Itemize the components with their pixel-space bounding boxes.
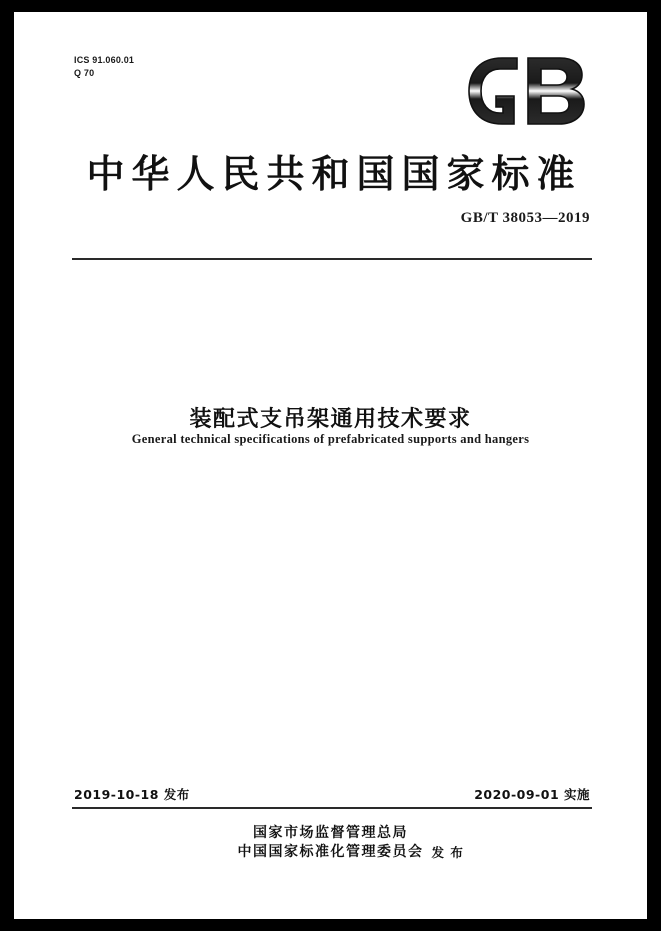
issue-date: 2019-10-18 发布 (74, 787, 190, 802)
classification-code: Q 70 (74, 68, 95, 78)
publisher-line-2: 中国国家标准化管理委员会 (237, 844, 424, 860)
document-cover-page (14, 12, 647, 919)
document-title-cn: 装配式支吊架通用技术要求 (189, 407, 472, 432)
publisher-line-1: 国家市场监督管理总局 (253, 825, 408, 841)
publisher-block (14, 824, 647, 862)
standard-number: GB/T 38053—2019 (460, 210, 590, 226)
document-title-en: General technical specifications of prefabricated supports and hangers (131, 432, 530, 446)
ics-classification-block (74, 54, 134, 80)
national-standard-title: 中华人民共和国国家标准 (86, 152, 582, 196)
footer-divider (72, 807, 592, 809)
publisher-action-label: 发 布 (431, 845, 464, 860)
header-divider (72, 258, 592, 260)
effective-date: 2020-09-01 实施 (474, 787, 590, 802)
gb-logo-icon (462, 52, 592, 130)
ics-code: ICS 91.060.01 (74, 55, 135, 65)
